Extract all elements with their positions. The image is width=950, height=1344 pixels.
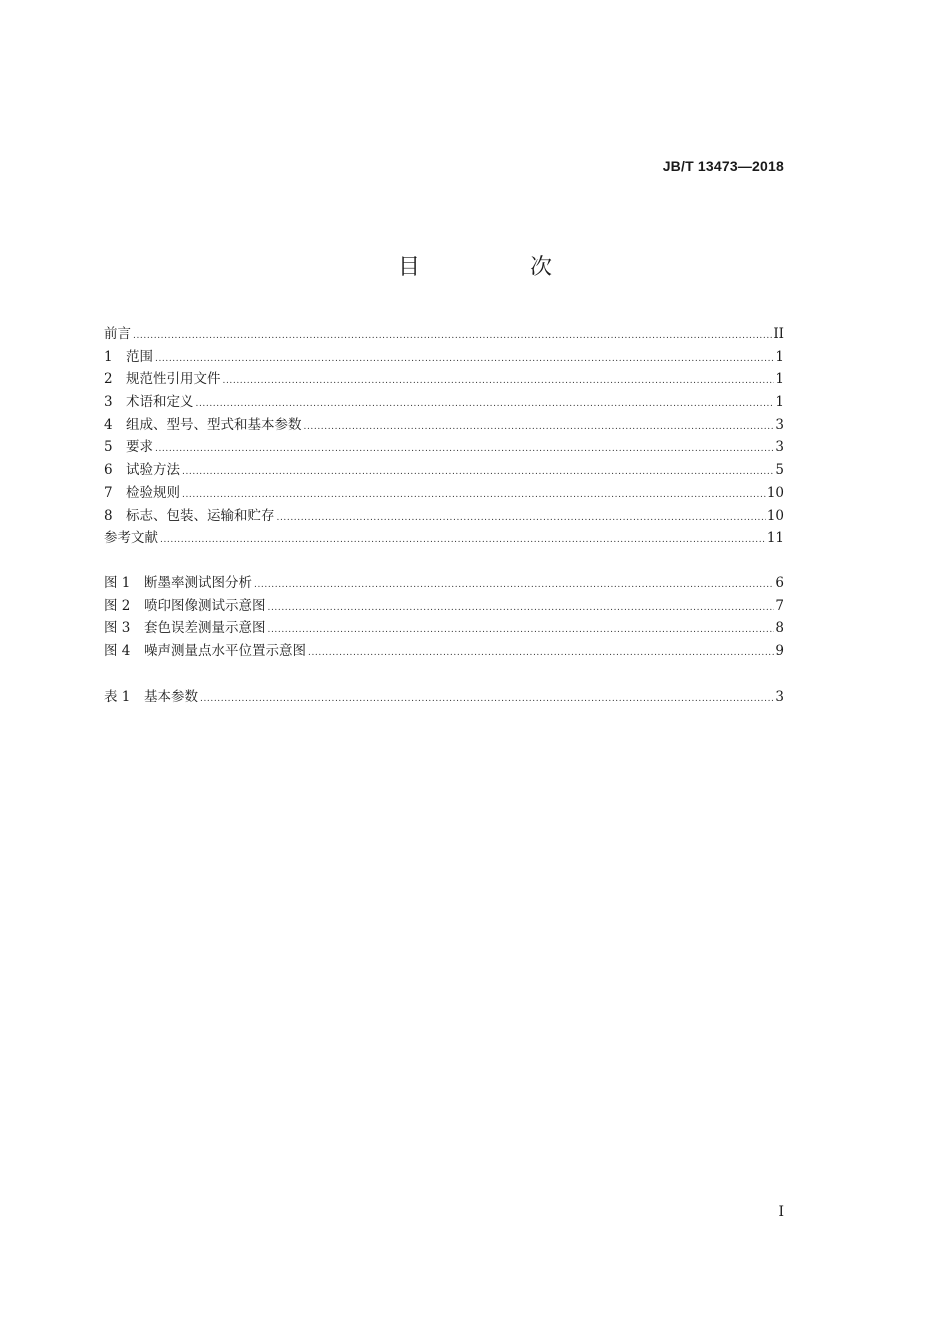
toc-entry-label: 参考文献	[104, 530, 158, 547]
toc-table-list	[104, 686, 784, 709]
dot-leader	[268, 619, 775, 642]
toc-entry-number: 6	[104, 462, 113, 479]
toc-entry-page: II	[773, 326, 784, 342]
figure-entry-page: 7	[775, 597, 784, 614]
toc-entry[interactable]	[104, 346, 784, 369]
dot-leader	[200, 688, 774, 711]
toc-entry-number: 2	[104, 371, 113, 388]
figure-entry-page: 8	[775, 620, 784, 637]
toc-figure-list	[104, 572, 784, 663]
figure-entry-number: 图 2	[104, 597, 131, 614]
toc-entry-label: 检验规则	[126, 484, 180, 501]
toc-entry-number: 1	[104, 348, 113, 365]
toc-entry-label: 术语和定义	[126, 394, 194, 411]
toc-entry-label: 范围	[126, 348, 153, 365]
toc-entry-number: 5	[104, 439, 113, 456]
dot-leader	[155, 348, 774, 371]
toc-entry-number: 7	[104, 484, 113, 501]
toc-entry-label: 前言	[104, 326, 131, 342]
toc-entry-page: 5	[775, 462, 784, 479]
toc-entry-page: 10	[766, 507, 784, 524]
table-entry-page: 3	[775, 689, 784, 705]
figure-entry-label: 喷印图像测试示意图	[144, 597, 266, 614]
figure-entry[interactable]	[104, 595, 784, 618]
toc-entry-page: 10	[766, 484, 784, 501]
figure-entry-label: 噪声测量点水平位置示意图	[144, 643, 306, 660]
toc-entry[interactable]	[104, 459, 784, 482]
toc-entry-page: 1	[775, 371, 784, 388]
dot-leader	[254, 574, 774, 597]
toc-entry-page: 3	[775, 416, 784, 433]
toc-entry-page: 11	[766, 530, 784, 547]
toc-title: 目 次	[397, 255, 596, 280]
page-number: I	[778, 1204, 784, 1220]
table-entry-number: 表 1	[104, 689, 131, 705]
toc-entry-number: 4	[104, 416, 113, 433]
figure-entry-label: 断墨率测试图分析	[144, 575, 252, 591]
dot-leader	[182, 484, 766, 507]
toc-entry[interactable]	[104, 414, 784, 437]
toc-entry-label: 标志、包装、运输和贮存	[126, 507, 275, 524]
figure-entry-number: 图 1	[104, 575, 131, 591]
toc-entry-label: 组成、型号、型式和基本参数	[126, 416, 302, 433]
dot-leader	[268, 597, 775, 620]
dot-leader	[223, 370, 775, 393]
toc-main-list	[104, 323, 784, 550]
figure-entry[interactable]	[104, 617, 784, 640]
dot-leader	[160, 529, 766, 552]
dot-leader	[182, 461, 774, 484]
dot-leader	[155, 438, 774, 461]
toc-entry[interactable]	[104, 505, 784, 528]
toc-entry-number: 8	[104, 507, 113, 524]
figure-entry-page: 9	[775, 643, 784, 660]
table-entry-label: 基本参数	[144, 689, 198, 705]
toc-entry-page: 1	[775, 348, 784, 365]
figure-entry[interactable]	[104, 572, 784, 595]
toc-entry[interactable]	[104, 527, 784, 550]
toc-entry[interactable]	[104, 436, 784, 459]
toc-entry-label: 规范性引用文件	[126, 371, 221, 388]
figure-entry-label: 套色误差测量示意图	[144, 620, 266, 637]
standard-code: JB/T 13473—2018	[662, 158, 784, 174]
dot-leader	[133, 325, 772, 348]
dot-leader	[196, 393, 775, 416]
toc-entry-label: 试验方法	[126, 462, 180, 479]
figure-entry-page: 6	[775, 575, 784, 591]
table-entry[interactable]	[104, 686, 784, 709]
toc-entry-page: 1	[775, 394, 784, 411]
toc-entry-label: 要求	[126, 439, 153, 456]
toc-entry[interactable]	[104, 482, 784, 505]
dot-leader	[277, 507, 766, 530]
toc-entry-page: 3	[775, 439, 784, 456]
toc-entry[interactable]	[104, 391, 784, 414]
dot-leader	[304, 416, 775, 439]
toc-entry-number: 3	[104, 394, 113, 411]
figure-entry[interactable]	[104, 640, 784, 663]
toc-entry[interactable]	[104, 323, 784, 346]
figure-entry-number: 图 4	[104, 643, 131, 660]
dot-leader	[308, 642, 774, 665]
figure-entry-number: 图 3	[104, 620, 131, 637]
toc-entry[interactable]	[104, 368, 784, 391]
